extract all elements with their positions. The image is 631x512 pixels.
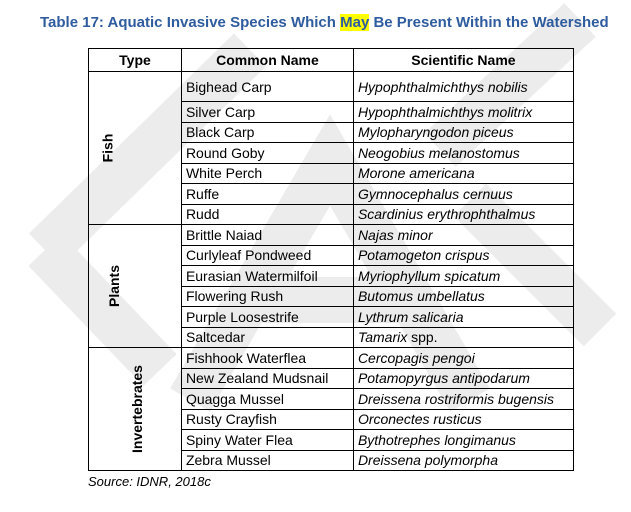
scientific-name-text: Myriophyllum spicatum — [357, 267, 501, 284]
scientific-name-cell — [353, 72, 573, 102]
type-label: Plants — [106, 264, 123, 308]
species-body — [89, 72, 574, 471]
scientific-name-text: Gymnocephalus cernuus — [357, 185, 513, 202]
scientific-name-cell — [353, 163, 573, 184]
scientific-name-cell — [353, 368, 573, 389]
common-name-cell: Silver Carp — [181, 102, 353, 123]
scientific-name-text: Potamogeton crispus — [357, 247, 490, 264]
table-row — [89, 348, 574, 369]
scientific-name-cell — [353, 225, 573, 246]
scientific-name-cell — [353, 430, 573, 451]
common-name-cell: Spiny Water Flea — [181, 430, 353, 451]
scientific-name-text: Tamarix — [357, 329, 408, 346]
common-name-cell: Flowering Rush — [181, 286, 353, 307]
scientific-name-cell — [353, 286, 573, 307]
table-caption — [40, 14, 620, 31]
scientific-name-cell — [353, 409, 573, 430]
scientific-name-text: Neogobius melanostomus — [357, 144, 520, 161]
scientific-name-cell — [353, 327, 573, 348]
species-table — [88, 48, 574, 471]
scientific-name-text: Scardinius erythrophthalmus — [357, 206, 536, 223]
type-label: Fish — [99, 133, 116, 163]
scientific-name-text: Dreissena polymorpha — [357, 452, 499, 469]
scientific-name-text: Butomus umbellatus — [357, 288, 485, 305]
caption-highlight: May — [340, 14, 370, 31]
common-name-cell: Curlyleaf Pondweed — [181, 245, 353, 266]
common-name-cell: New Zealand Mudsnail — [181, 368, 353, 389]
scientific-name-cell — [353, 184, 573, 205]
scientific-name-cell — [353, 204, 573, 225]
scientific-name-text: Hypophthalmichthys nobilis — [357, 78, 528, 95]
scientific-name-text: Hypophthalmichthys molitrix — [357, 103, 533, 120]
scientific-name-text: Orconectes rusticus — [357, 411, 482, 428]
source-note: Source: IDNR, 2018c — [88, 474, 211, 489]
scientific-name-cell — [353, 122, 573, 143]
scientific-name-text: Cercopagis pengoi — [357, 349, 475, 366]
header-type: Type — [89, 49, 182, 72]
scientific-name-text: Dreissena rostriformis bugensis — [357, 390, 555, 407]
scientific-name-text: Lythrum salicaria — [357, 308, 464, 325]
common-name-cell: Rudd — [181, 204, 353, 225]
table-row — [89, 225, 574, 246]
common-name-cell: Bighead Carp — [181, 72, 353, 102]
common-name-cell: Eurasian Watermilfoil — [181, 266, 353, 287]
caption-after: Be Present Within the Watershed — [369, 14, 609, 31]
type-cell — [89, 348, 182, 471]
type-cell — [89, 225, 182, 348]
scientific-name-cell — [353, 143, 573, 164]
scientific-name-cell — [353, 245, 573, 266]
common-name-cell: Rusty Crayfish — [181, 409, 353, 430]
scientific-name-cell — [353, 389, 573, 410]
scientific-name-text: Bythotrephes longimanus — [357, 431, 516, 448]
common-name-cell: Zebra Mussel — [181, 450, 353, 471]
scientific-name-cell — [353, 450, 573, 471]
scientific-name-cell — [353, 102, 573, 123]
header-scientific-name: Scientific Name — [353, 49, 573, 72]
common-name-cell: Purple Loosestrife — [181, 307, 353, 328]
common-name-cell: White Perch — [181, 163, 353, 184]
type-label: Invertebrates — [128, 365, 145, 453]
common-name-cell: Ruffe — [181, 184, 353, 205]
header-common-name: Common Name — [181, 49, 353, 72]
common-name-cell: Fishhook Waterflea — [181, 348, 353, 369]
type-cell — [89, 72, 182, 225]
common-name-cell: Saltcedar — [181, 327, 353, 348]
scientific-name-cell — [353, 307, 573, 328]
common-name-cell: Black Carp — [181, 122, 353, 143]
common-name-cell: Round Goby — [181, 143, 353, 164]
caption-before: Table 17: Aquatic Invasive Species Which — [40, 14, 341, 31]
scientific-name-suffix: spp. — [407, 329, 438, 346]
table-row — [89, 72, 574, 102]
common-name-cell: Brittle Naiad — [181, 225, 353, 246]
common-name-cell: Quagga Mussel — [181, 389, 353, 410]
scientific-name-cell — [353, 348, 573, 369]
scientific-name-text: Mylopharyngodon piceus — [357, 124, 514, 141]
scientific-name-text: Morone americana — [357, 165, 475, 182]
scientific-name-cell — [353, 266, 573, 287]
header-row — [89, 49, 574, 72]
scientific-name-text: Potamopyrgus antipodarum — [357, 370, 530, 387]
scientific-name-text: Najas minor — [357, 226, 433, 243]
